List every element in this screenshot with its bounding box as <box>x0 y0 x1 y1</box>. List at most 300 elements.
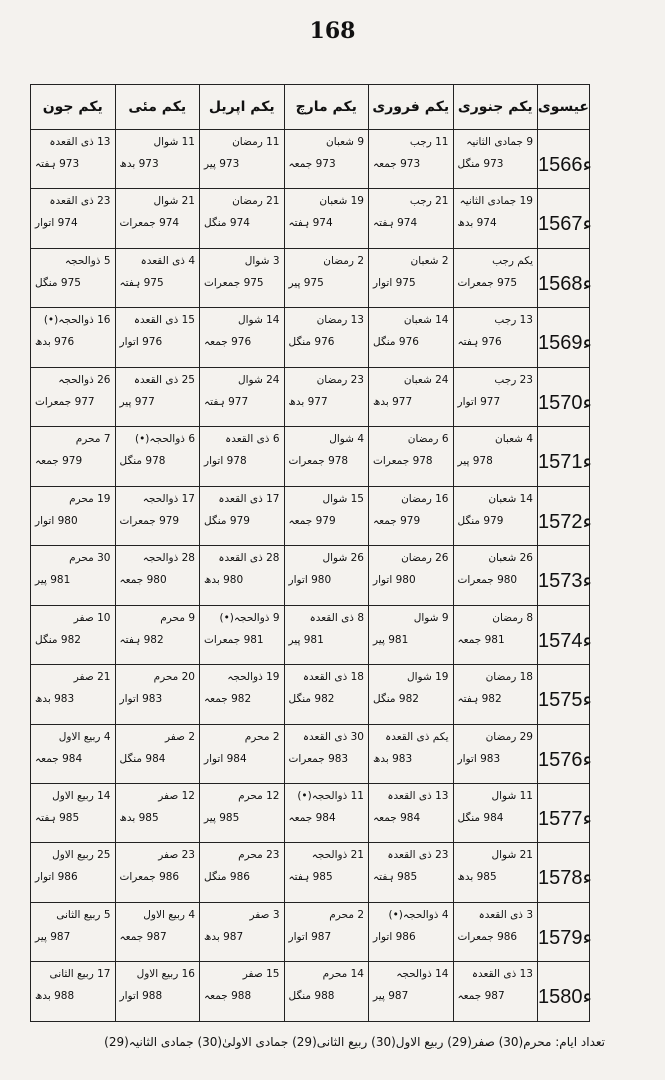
hijri-date: یکم ذی القعدہ <box>385 730 449 743</box>
date-cell <box>115 189 200 248</box>
hijri-year-weekday: 980 جمعرات <box>457 574 518 587</box>
header-cell: یکم مارچ <box>284 85 369 130</box>
date-cell <box>284 546 369 605</box>
hijri-year-weekday: 986 جمعرات <box>457 930 518 943</box>
year-label: 1576ء <box>538 748 592 771</box>
date-cell <box>369 724 454 783</box>
hijri-date: 16 ربیع الاول <box>136 968 195 981</box>
table-row <box>31 962 590 1022</box>
date-cell <box>31 367 116 426</box>
date-cell <box>31 605 116 664</box>
date-cell <box>31 189 116 248</box>
hijri-date: 17 ذی القعدہ <box>218 492 280 505</box>
hijri-year-weekday: 979 جمعہ <box>373 514 421 527</box>
hijri-year-weekday: 979 جمعہ <box>288 514 336 527</box>
hijri-date: 21 شوال <box>153 195 195 208</box>
hijri-date: 6 رمضان <box>407 433 449 446</box>
hijri-year-weekday: 974 منگل <box>204 217 250 230</box>
footer-day-counts: تعداد ایام: محرم(30) صفر(29) ربیع الاول(30) ربیع الثانی(29) جمادی الاولیٰ(30) جمادی الثانیہ(29) <box>104 1035 605 1049</box>
hijri-year-weekday: 982 ہفتہ <box>119 633 164 646</box>
hijri-date: 21 شوال <box>491 849 533 862</box>
hijri-year-weekday: 977 جمعرات <box>35 395 95 408</box>
date-cell <box>115 486 200 545</box>
hijri-year-weekday: 975 جمعرات <box>457 276 518 289</box>
hijri-date: 6 ذی القعدہ <box>225 433 280 446</box>
header-cell: عیسوی <box>538 85 590 130</box>
hijri-date: 21 صفر <box>73 671 111 684</box>
hijri-date: 15 ذی القعدہ <box>133 314 195 327</box>
date-cell <box>200 189 285 248</box>
date-cell <box>284 605 369 664</box>
hijri-year-weekday: 973 منگل <box>457 158 504 170</box>
date-cell <box>200 367 285 426</box>
hijri-date: 8 ذی القعدہ <box>309 611 364 624</box>
date-cell <box>200 308 285 367</box>
hijri-date: 11 رمضان <box>232 136 280 148</box>
table-row <box>31 665 590 724</box>
hijri-date: 23 رجب <box>494 373 533 386</box>
year-cell <box>538 783 590 842</box>
date-cell <box>200 486 285 545</box>
hijri-date: 29 رمضان <box>485 730 533 743</box>
hijri-year-weekday: 985 بدھ <box>119 811 159 824</box>
hijri-date: 5 ربیع الثانی <box>56 908 111 921</box>
hijri-date: 12 صفر <box>158 789 195 802</box>
date-cell <box>31 546 116 605</box>
date-cell <box>453 486 538 545</box>
hijri-date: 2 شعبان <box>410 254 449 267</box>
hijri-date: 23 ذی القعدہ <box>387 849 449 862</box>
year-cell <box>538 665 590 724</box>
hijri-date: 4 شوال <box>329 433 364 446</box>
calendar-table <box>30 84 590 1022</box>
hijri-date: 3 صفر <box>249 908 280 921</box>
hijri-year-weekday: 980 اتوار <box>288 574 332 587</box>
date-cell <box>369 308 454 367</box>
date-cell <box>369 189 454 248</box>
date-cell <box>284 724 369 783</box>
hijri-date: یکم رجب <box>492 254 533 267</box>
year-cell <box>538 486 590 545</box>
date-cell <box>284 427 369 486</box>
header-cell: یکم جون <box>31 85 116 130</box>
hijri-year-weekday: 985 بدھ <box>457 871 497 884</box>
hijri-date: 25 ربیع الاول <box>52 849 111 862</box>
table-row <box>31 783 590 842</box>
date-cell <box>115 308 200 367</box>
hijri-date: 18 رمضان <box>485 671 533 684</box>
hijri-date: 15 صفر <box>242 968 280 981</box>
hijri-year-weekday: 980 جمعہ <box>119 574 167 587</box>
date-cell <box>31 843 116 902</box>
hijri-year-weekday: 985 ہفتہ <box>373 871 418 884</box>
date-cell <box>200 605 285 664</box>
header-row <box>31 85 590 130</box>
table-row <box>31 605 590 664</box>
hijri-year-weekday: 986 منگل <box>204 871 250 884</box>
year-label: 1574ء <box>538 629 592 652</box>
date-cell <box>369 248 454 307</box>
hijri-year-weekday: 980 اتوار <box>35 514 78 527</box>
hijri-year-weekday: 973 ہفتہ <box>35 158 80 170</box>
date-cell <box>115 783 200 842</box>
hijri-year-weekday: 985 ہفتہ <box>288 871 333 884</box>
year-cell <box>538 843 590 902</box>
date-cell <box>284 665 369 724</box>
date-cell <box>369 783 454 842</box>
hijri-date: 17 ذوالحجہ <box>142 492 195 505</box>
hijri-date: 23 ذی القعدہ <box>49 195 111 208</box>
date-cell <box>115 843 200 902</box>
date-cell <box>31 783 116 842</box>
hijri-date: 4 ذوالحجہ(•) <box>388 908 449 921</box>
hijri-year-weekday: 977 اتوار <box>457 395 501 408</box>
hijri-year-weekday: 988 جمعہ <box>204 990 252 1003</box>
date-cell <box>369 902 454 961</box>
hijri-date: 9 شعبان <box>326 136 364 148</box>
year-label: 1575ء <box>538 689 592 712</box>
date-cell <box>453 843 538 902</box>
hijri-year-weekday: 982 جمعہ <box>204 693 252 706</box>
hijri-date: 10 صفر <box>73 611 111 624</box>
table-row <box>31 843 590 902</box>
hijri-year-weekday: 974 ہفتہ <box>288 217 333 230</box>
date-cell <box>284 486 369 545</box>
date-cell <box>284 783 369 842</box>
hijri-year-weekday: 978 جمعرات <box>288 455 349 468</box>
date-cell <box>284 843 369 902</box>
year-label: 1579ء <box>538 926 592 949</box>
date-cell <box>453 308 538 367</box>
date-cell <box>31 308 116 367</box>
date-cell <box>31 724 116 783</box>
hijri-year-weekday: 973 جمعہ <box>288 158 336 170</box>
hijri-date: 25 ذی القعدہ <box>133 373 195 386</box>
date-cell <box>453 367 538 426</box>
hijri-date: 19 شعبان <box>319 195 364 208</box>
hijri-date: 9 شوال <box>413 611 449 624</box>
hijri-date: 3 شوال <box>244 254 280 267</box>
table-row <box>31 248 590 307</box>
hijri-date: 28 ذی القعدہ <box>218 552 280 565</box>
hijri-date: 16 رمضان <box>401 492 449 505</box>
date-cell <box>453 248 538 307</box>
hijri-year-weekday: 986 اتوار <box>35 871 78 884</box>
page-number: 168 <box>309 18 356 44</box>
hijri-year-weekday: 983 جمعرات <box>288 752 349 765</box>
hijri-date: 9 جمادی الثانیہ <box>466 136 533 148</box>
hijri-year-weekday: 984 اتوار <box>204 752 247 765</box>
date-cell <box>453 605 538 664</box>
hijri-year-weekday: 984 منگل <box>457 811 504 824</box>
hijri-year-weekday: 984 جمعہ <box>288 811 336 824</box>
hijri-date: 4 ذی القعدہ <box>140 254 195 267</box>
hijri-date: 7 محرم <box>75 433 111 446</box>
hijri-date: 24 شعبان <box>403 373 449 386</box>
hijri-date: 26 ذوالحجہ <box>58 373 111 386</box>
date-cell <box>115 248 200 307</box>
hijri-date: 2 صفر <box>164 730 195 743</box>
date-cell <box>115 546 200 605</box>
hijri-year-weekday: 982 ہفتہ <box>457 693 502 706</box>
year-cell <box>538 189 590 248</box>
hijri-date: 2 محرم <box>244 730 280 743</box>
date-cell <box>369 605 454 664</box>
date-cell <box>284 902 369 961</box>
hijri-year-weekday: 987 بدھ <box>204 930 244 943</box>
hijri-year-weekday: 977 ہفتہ <box>204 395 249 408</box>
hijri-year-weekday: 979 جمعہ <box>35 455 83 468</box>
hijri-year-weekday: 974 اتوار <box>35 217 78 230</box>
hijri-year-weekday: 975 اتوار <box>373 276 416 289</box>
hijri-date: 23 رمضان <box>316 373 364 386</box>
hijri-date: 13 ذی القعدہ <box>471 968 533 981</box>
date-cell <box>453 427 538 486</box>
hijri-year-weekday: 988 بدھ <box>35 990 75 1003</box>
date-cell <box>200 427 285 486</box>
year-cell <box>538 724 590 783</box>
date-cell <box>453 724 538 783</box>
hijri-year-weekday: 987 پیر <box>35 930 71 943</box>
hijri-year-weekday: 975 منگل <box>35 276 81 289</box>
hijri-year-weekday: 976 منگل <box>373 336 419 349</box>
date-cell <box>31 962 116 1022</box>
date-cell <box>31 248 116 307</box>
date-cell <box>453 783 538 842</box>
hijri-date: 17 ربیع الثانی <box>49 968 111 981</box>
date-cell <box>453 902 538 961</box>
hijri-date: 9 محرم <box>160 611 195 624</box>
hijri-year-weekday: 985 ہفتہ <box>35 811 80 824</box>
date-cell <box>369 665 454 724</box>
hijri-date: 18 ذی القعدہ <box>302 671 364 684</box>
hijri-year-weekday: 983 بدھ <box>35 693 75 706</box>
date-cell <box>453 546 538 605</box>
date-cell <box>200 783 285 842</box>
hijri-date: 21 رجب <box>409 195 449 208</box>
table-row <box>31 427 590 486</box>
date-cell <box>453 130 538 189</box>
hijri-date: 28 ذوالحجہ <box>142 552 195 565</box>
hijri-date: 5 ذوالحجہ <box>64 254 111 267</box>
hijri-year-weekday: 974 بدھ <box>457 217 497 230</box>
hijri-year-weekday: 983 بدھ <box>373 752 413 765</box>
year-cell <box>538 248 590 307</box>
hijri-year-weekday: 976 اتوار <box>119 336 163 349</box>
date-cell <box>31 486 116 545</box>
table-row <box>31 724 590 783</box>
hijri-year-weekday: 981 پیر <box>373 633 409 646</box>
year-cell <box>538 902 590 961</box>
year-cell <box>538 427 590 486</box>
date-cell <box>284 130 369 189</box>
table-row <box>31 189 590 248</box>
hijri-date: 14 شوال <box>238 314 280 327</box>
date-cell <box>284 308 369 367</box>
hijri-date: 4 ربیع الاول <box>58 730 111 743</box>
hijri-year-weekday: 978 پیر <box>457 455 493 468</box>
hijri-date: 21 ذوالحجہ <box>311 849 364 862</box>
date-cell <box>31 427 116 486</box>
hijri-year-weekday: 983 اتوار <box>119 693 163 706</box>
hijri-date: 13 ذی القعدہ <box>387 789 449 802</box>
hijri-date: 4 ربیع الاول <box>143 908 195 921</box>
hijri-date: 21 رمضان <box>232 195 280 208</box>
table-row <box>31 902 590 961</box>
hijri-date: 30 ذی القعدہ <box>302 730 364 743</box>
hijri-year-weekday: 973 بدھ <box>119 158 159 170</box>
date-cell <box>369 427 454 486</box>
date-cell <box>200 665 285 724</box>
date-cell <box>115 724 200 783</box>
hijri-year-weekday: 973 پیر <box>204 158 240 170</box>
date-cell <box>31 665 116 724</box>
table-row <box>31 130 590 189</box>
date-cell <box>200 962 285 1022</box>
hijri-date: 19 محرم <box>69 492 111 505</box>
hijri-year-weekday: 988 منگل <box>288 990 335 1003</box>
date-cell <box>284 189 369 248</box>
hijri-year-weekday: 983 اتوار <box>457 752 501 765</box>
date-cell <box>200 546 285 605</box>
hijri-year-weekday: 976 جمعہ <box>204 336 252 349</box>
hijri-year-weekday: 981 جمعہ <box>457 633 505 646</box>
hijri-year-weekday: 980 اتوار <box>373 574 416 587</box>
year-cell <box>538 962 590 1022</box>
date-cell <box>369 962 454 1022</box>
hijri-date: 14 ربیع الاول <box>52 789 111 802</box>
hijri-year-weekday: 985 پیر <box>204 811 240 824</box>
header-cell: یکم اپریل <box>200 85 285 130</box>
year-cell <box>538 546 590 605</box>
hijri-year-weekday: 973 جمعہ <box>373 158 421 170</box>
date-cell <box>115 902 200 961</box>
hijri-date: 20 محرم <box>153 671 195 684</box>
hijri-year-weekday: 979 جمعرات <box>119 514 180 527</box>
header-cell: یکم مئی <box>115 85 200 130</box>
hijri-date: 13 ذی القعدہ <box>49 136 111 148</box>
hijri-year-weekday: 987 اتوار <box>288 930 332 943</box>
date-cell <box>284 248 369 307</box>
hijri-date: 6 ذوالحجہ(•) <box>135 433 195 446</box>
hijri-year-weekday: 987 پیر <box>373 990 409 1003</box>
hijri-year-weekday: 979 منگل <box>204 514 250 527</box>
year-label: 1573ء <box>538 570 592 593</box>
date-cell <box>31 902 116 961</box>
date-cell <box>453 189 538 248</box>
hijri-year-weekday: 974 جمعرات <box>119 217 180 230</box>
date-cell <box>284 962 369 1022</box>
hijri-date: 2 محرم <box>329 908 364 921</box>
hijri-date: 13 رجب <box>494 314 533 327</box>
hijri-year-weekday: 986 جمعرات <box>119 871 180 884</box>
date-cell <box>200 248 285 307</box>
date-cell <box>369 546 454 605</box>
hijri-date: 26 شعبان <box>488 552 533 565</box>
hijri-date: 12 محرم <box>238 789 280 802</box>
hijri-year-weekday: 986 اتوار <box>373 930 416 943</box>
year-cell <box>538 367 590 426</box>
year-label: 1566ء <box>538 154 592 176</box>
hijri-date: 26 شوال <box>322 552 364 565</box>
hijri-date: 14 محرم <box>322 968 364 981</box>
hijri-year-weekday: 979 منگل <box>457 514 504 527</box>
hijri-date: 11 شوال <box>491 789 533 802</box>
hijri-year-weekday: 974 ہفتہ <box>373 217 418 230</box>
date-cell <box>200 843 285 902</box>
hijri-date: 11 ذوالحجہ(•) <box>297 789 364 802</box>
year-label: 1580ء <box>538 986 592 1009</box>
hijri-year-weekday: 975 ہفتہ <box>119 276 164 289</box>
date-cell <box>115 367 200 426</box>
date-cell <box>115 427 200 486</box>
hijri-year-weekday: 976 بدھ <box>35 336 75 349</box>
hijri-year-weekday: 984 منگل <box>119 752 166 765</box>
date-cell <box>200 130 285 189</box>
hijri-date: 13 رمضان <box>316 314 364 327</box>
date-cell <box>453 665 538 724</box>
hijri-date: 24 شوال <box>238 373 280 386</box>
table-row <box>31 367 590 426</box>
hijri-year-weekday: 982 منگل <box>373 693 419 706</box>
year-label: 1572ء <box>538 510 592 533</box>
hijri-year-weekday: 984 جمعہ <box>373 811 421 824</box>
hijri-year-weekday: 981 پیر <box>288 633 324 646</box>
date-cell <box>115 665 200 724</box>
hijri-year-weekday: 982 منگل <box>35 633 81 646</box>
hijri-date: 8 رمضان <box>492 611 533 624</box>
table-row <box>31 546 590 605</box>
year-cell <box>538 605 590 664</box>
hijri-date: 14 شعبان <box>403 314 449 327</box>
hijri-year-weekday: 988 اتوار <box>119 990 163 1003</box>
hijri-year-weekday: 987 جمعہ <box>119 930 167 943</box>
hijri-year-weekday: 977 پیر <box>119 395 155 408</box>
hijri-date: 14 ذوالحجہ <box>396 968 449 981</box>
table-row <box>31 308 590 367</box>
hijri-year-weekday: 978 منگل <box>119 455 166 468</box>
hijri-year-weekday: 978 جمعرات <box>373 455 433 468</box>
hijri-year-weekday: 982 منگل <box>288 693 335 706</box>
hijri-date: 15 شوال <box>322 492 364 505</box>
hijri-year-weekday: 976 منگل <box>288 336 335 349</box>
hijri-date: 2 رمضان <box>323 254 364 267</box>
hijri-date: 11 شوال <box>153 136 195 148</box>
date-cell <box>115 130 200 189</box>
hijri-date: 26 رمضان <box>401 552 449 565</box>
hijri-date: 23 صفر <box>158 849 195 862</box>
hijri-year-weekday: 978 اتوار <box>204 455 247 468</box>
hijri-year-weekday: 987 جمعہ <box>457 990 505 1003</box>
date-cell <box>369 843 454 902</box>
hijri-date: 14 شعبان <box>488 492 533 505</box>
hijri-date: 11 رجب <box>409 136 449 148</box>
hijri-date: 30 محرم <box>69 552 111 565</box>
date-cell <box>31 130 116 189</box>
date-cell <box>369 130 454 189</box>
hijri-date: 16 ذوالحجہ(•) <box>43 314 111 327</box>
hijri-year-weekday: 981 پیر <box>35 574 71 587</box>
year-label: 1577ء <box>538 807 592 830</box>
hijri-year-weekday: 980 بدھ <box>204 574 244 587</box>
hijri-date: 19 جمادی الثانیہ <box>459 195 533 208</box>
date-cell <box>453 962 538 1022</box>
hijri-date: 19 شوال <box>407 671 449 684</box>
table-row <box>31 486 590 545</box>
year-cell <box>538 130 590 189</box>
header-cell: یکم جنوری <box>453 85 538 130</box>
hijri-date: 19 ذوالحجہ <box>227 671 280 684</box>
